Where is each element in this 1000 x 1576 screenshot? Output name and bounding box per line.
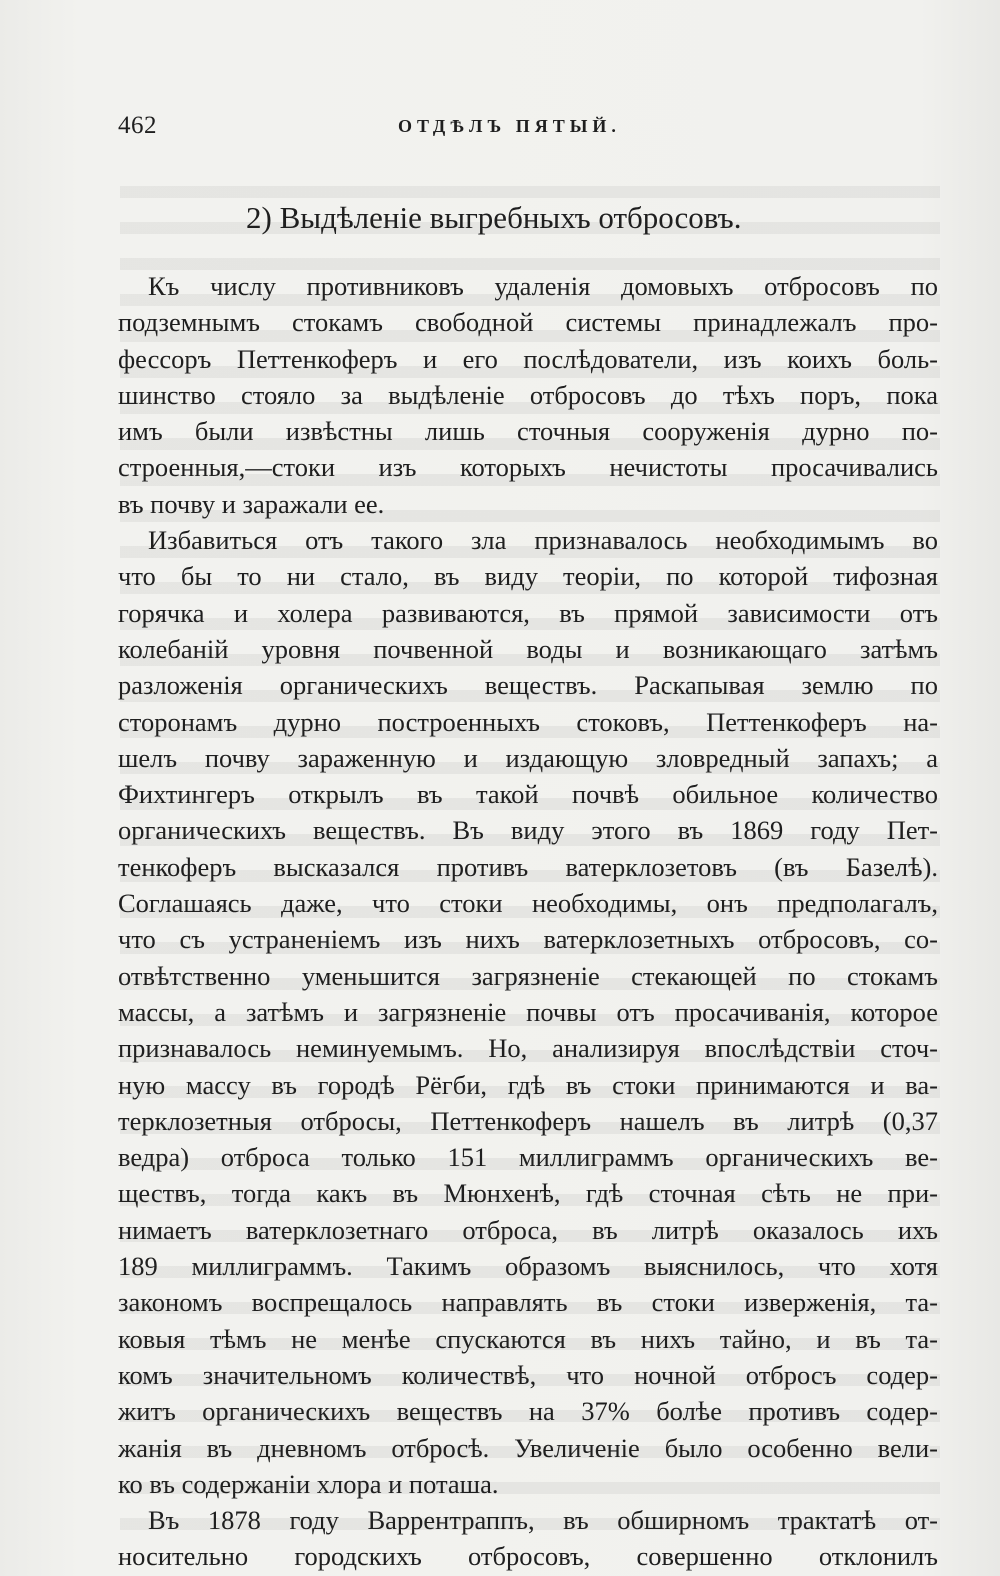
text-line: фессоръ Петтенкоферъ и его послѣдователи, изъ коихъ боль-	[118, 343, 938, 374]
text-line: разложенія органическихъ веществъ. Раскапывая землю по	[118, 670, 938, 701]
text-line: ковыя тѣмъ не менѣе спускаются въ нихъ тайно, и въ та-	[118, 1323, 938, 1354]
text-line: ществъ, тогда какъ въ Мюнхенѣ, гдѣ сточная сѣть не при-	[118, 1178, 938, 1209]
text-line: строенныя,—стоки изъ которыхъ нечистоты просачивались	[118, 452, 938, 483]
text-line: жанія въ дневномъ отбросѣ. Увеличеніе было особенно вели-	[118, 1432, 938, 1463]
section-title: 2) Выдѣленіе выгребныхъ отбросовъ.	[246, 200, 742, 235]
page-number: 462	[118, 112, 157, 139]
text-line: подземнымъ стокамъ свободной системы принадлежалъ про-	[118, 307, 938, 338]
text-line: Къ числу противниковъ удаленія домовыхъ отбросовъ по	[148, 271, 938, 301]
text-line: житъ органическихъ веществъ на 37% болѣе противъ содер-	[118, 1396, 938, 1427]
text-line: Фихтингеръ открылъ въ такой почвѣ обильное количество	[118, 779, 938, 810]
text-line: Въ 1878 году Варрентраппъ, въ обширномъ трактатѣ от-	[148, 1505, 938, 1536]
text-line: признавалось неминуемымъ. Но, анализируя впослѣдствіи сточ-	[118, 1033, 938, 1064]
text-line: тенкоферъ высказался противъ ватерклозетовъ (въ Базелѣ).	[118, 851, 938, 882]
text-line: сторонамъ дурно построенныхъ стоковъ, Петтенкоферъ на-	[118, 706, 938, 737]
text-line: имъ были извѣстны лишь сточныя сооруженія дурно по-	[118, 416, 938, 447]
text-line: шинство стояло за выдѣленіе отбросовъ до тѣхъ поръ, пока	[118, 379, 938, 410]
text-line: носительно городскихъ отбросовъ, совершенно отклонилъ	[118, 1541, 938, 1572]
running-head: ОТДѢЛЪ ПЯТЫЙ.	[398, 116, 621, 136]
text-line: органическихъ веществъ. Въ виду этого въ 1869 году Пет-	[118, 815, 938, 846]
text-line: Избавиться отъ такого зла признавалось необходимымъ во	[148, 525, 938, 556]
text-line: ко въ содержаніи хлора и поташа.	[118, 1468, 499, 1499]
text-line: терклозетныя отбросы, Петтенкоферъ нашелъ въ литрѣ (0,37	[118, 1105, 938, 1136]
text-line: горячка и холера развиваются, въ прямой зависимости отъ	[118, 597, 938, 628]
text-line: что съ устраненіемъ изъ нихъ ватерклозетныхъ отбросовъ, со-	[118, 924, 938, 955]
text-line: комъ значительномъ количествѣ, что ночной отбросъ содер-	[118, 1359, 938, 1390]
text-line: массы, а затѣмъ и загрязненіе почвы отъ просачиванія, которое	[118, 996, 938, 1027]
text-line: отвѣтственно уменьшится загрязненіе стекающей по стокамъ	[118, 960, 938, 991]
body-text	[118, 268, 938, 1575]
text-line: 189 миллиграммъ. Такимъ образомъ выяснилось, что хотя	[118, 1251, 938, 1282]
text-line: закономъ воспрещалось направлять въ стоки изверженія, та-	[118, 1287, 938, 1318]
text-line: колебаній уровня почвенной воды и возникающаго затѣмъ	[118, 633, 938, 664]
text-line: въ почву и заражали ее.	[118, 488, 385, 519]
text-line: ную массу въ городѣ Рёгби, гдѣ въ стоки принимаются и ва-	[118, 1069, 938, 1100]
page-header	[118, 112, 936, 148]
text-line: шелъ почву зараженную и издающую зловредный запахъ; а	[118, 742, 938, 773]
text-line: что бы то ни стало, въ виду теоріи, по которой тифозная	[118, 561, 938, 592]
text-line: ведра) отброса только 151 миллиграммъ органическихъ ве-	[118, 1142, 938, 1173]
text-line: Соглашаясь даже, что стоки необходимы, онъ предполагалъ,	[118, 888, 938, 919]
text-line: нимаетъ ватерклозетнаго отброса, въ литрѣ оказалось ихъ	[118, 1214, 938, 1245]
